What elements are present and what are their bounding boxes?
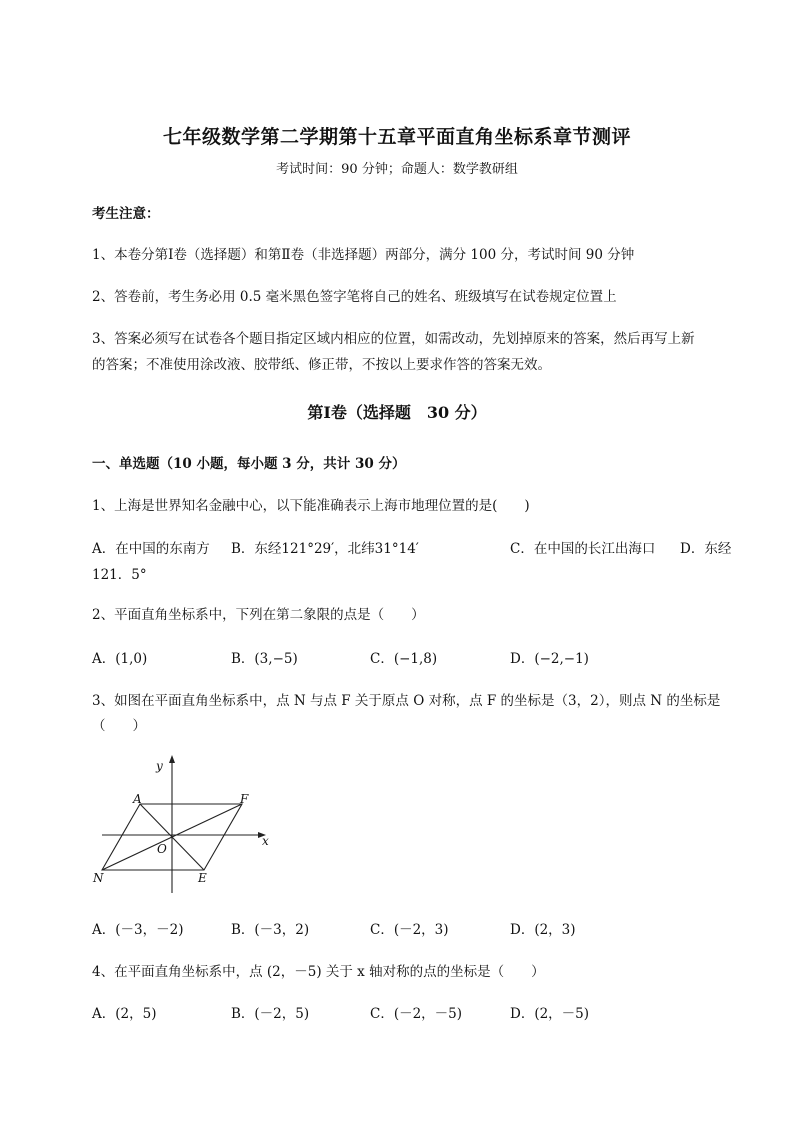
notice-item-3-line-1: 3、答案必须写在试卷各个题目指定区域内相应的位置，如需改动，先划掉原来的答案，然后再写上新 [92, 331, 695, 347]
question-2-option-a: A．(1,0) [92, 651, 148, 667]
exam-info: 考试时间：90 分钟；命题人：数学教研组 [276, 162, 518, 177]
point-f-label: F [240, 792, 249, 806]
question-1-option-b: B．东经121°29′，北纬31°14′ [231, 541, 419, 557]
question-2-stem: 2、平面直角坐标系中，下列在第二象限的点是（ ） [92, 607, 425, 623]
notice-item-3-line-2: 的答案；不准使用涂改液、胶带纸、修正带，不按以上要求作答的答案无效。 [92, 357, 551, 373]
coordinate-figure [88, 755, 278, 895]
question-1-option-d-continued: 121．5° [92, 567, 147, 583]
notice-item-2: 2、答卷前，考生务必用 0.5 毫米黑色签字笔将自己的姓名、班级填写在试卷规定位置上 [92, 289, 617, 305]
point-a-label: A [133, 792, 142, 806]
question-3-option-d: D．(2，3) [510, 922, 576, 938]
y-axis-label: y [156, 759, 163, 773]
notice-item-1: 1、本卷分第Ⅰ卷（选择题）和第Ⅱ卷（非选择题）两部分，满分 100 分，考试时间 90 分钟 [92, 247, 635, 263]
question-4-stem: 4、在平面直角坐标系中，点 (2，－5) 关于 x 轴对称的点的坐标是（ ） [92, 964, 545, 980]
question-3-option-a: A．(－3，－2) [92, 922, 184, 938]
point-n-label: N [93, 871, 104, 885]
question-4-option-b: B．(－2，5) [231, 1006, 310, 1022]
question-3-option-c: C．(－2，3) [370, 922, 449, 938]
question-3-stem-line-1: 3、如图在平面直角坐标系中，点 N 与点 F 关于原点 O 对称，点 F 的坐标是（3，2），则点 N 的坐标是 [92, 693, 721, 709]
question-4-option-c: C．(－2，－5) [370, 1006, 463, 1022]
question-1-stem: 1、上海是世界知名金融中心，以下能准确表示上海市地理位置的是( ) [92, 498, 530, 514]
question-3-option-b: B．(－3，2) [231, 922, 310, 938]
point-e-label: E [198, 871, 207, 885]
y-axis-arrow [169, 755, 175, 763]
question-2-option-d: D．(−2,−1) [510, 651, 589, 667]
x-axis-label: x [262, 834, 269, 848]
part-heading: 一、单选题（10 小题，每小题 3 分，共计 30 分） [92, 456, 406, 472]
question-2-option-c: C．(−1,8) [370, 651, 438, 667]
section-title: 第Ⅰ卷（选择题 30 分） [307, 403, 487, 422]
question-1-option-d: D．东经 [680, 541, 732, 557]
question-3-stem-line-2: （ ） [92, 718, 146, 734]
question-1-option-c: C．在中国的长江出海口 [510, 541, 656, 557]
question-4-option-d: D．(2，－5) [510, 1006, 590, 1022]
question-2-option-b: B．(3,−5) [231, 651, 298, 667]
origin-label: O [157, 842, 167, 856]
question-4-option-a: A．(2，5) [92, 1006, 157, 1022]
question-1-option-a: A．在中国的东南方 [92, 541, 210, 557]
notice-heading: 考生注意： [92, 206, 160, 222]
page-title: 七年级数学第二学期第十五章平面直角坐标系章节测评 [162, 126, 631, 148]
